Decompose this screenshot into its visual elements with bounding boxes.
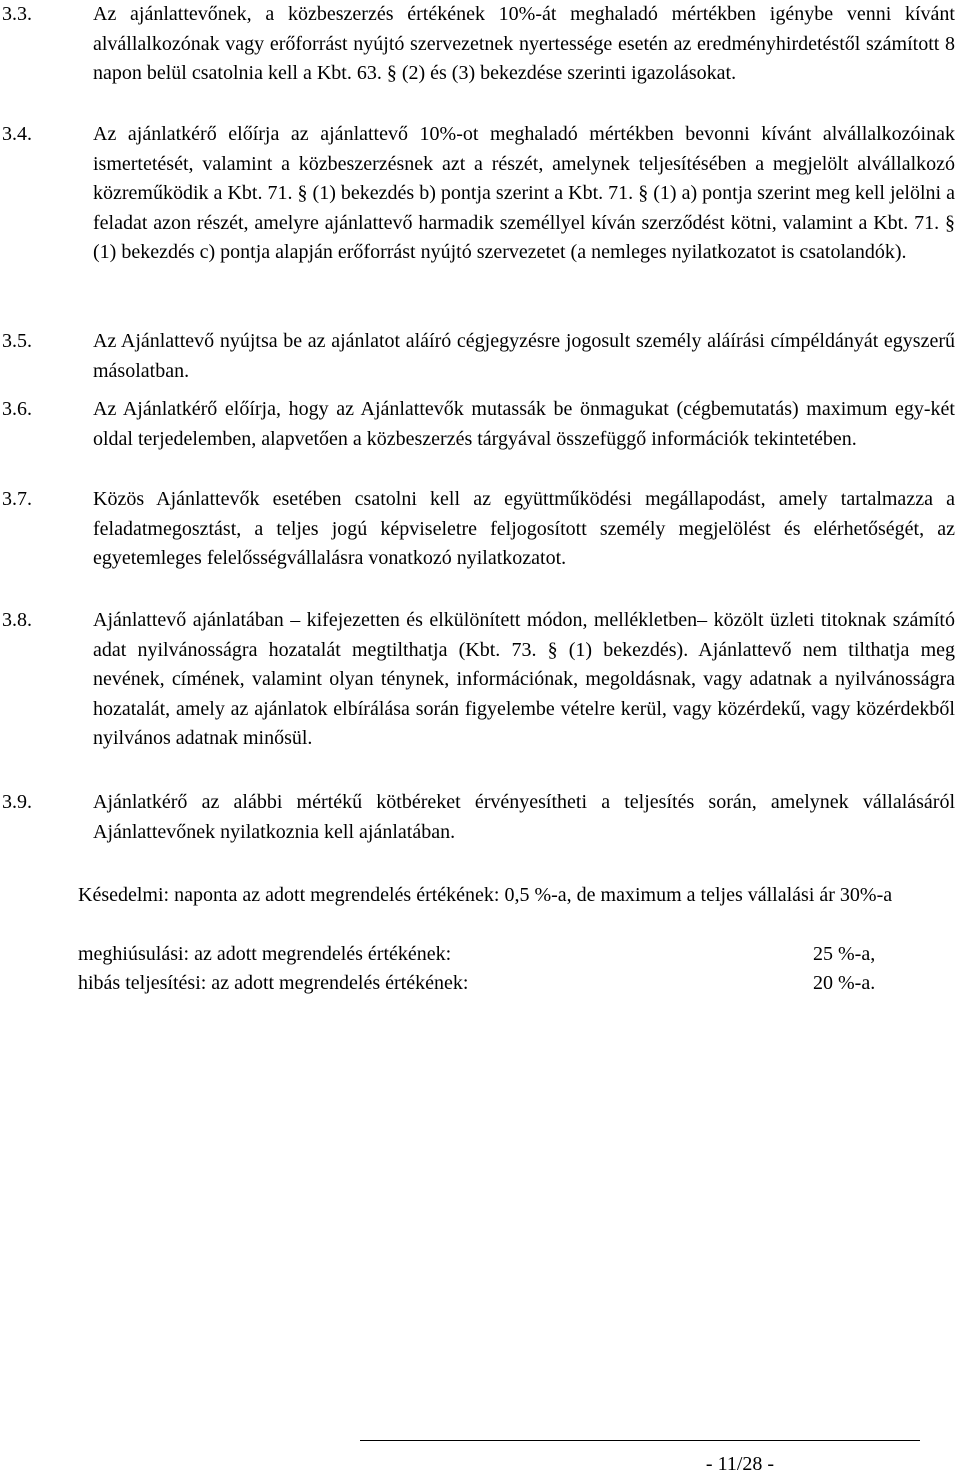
penalty-value: 25 %-a,	[813, 943, 876, 965]
section-number: 3.7.	[2, 488, 32, 510]
section-number: 3.3.	[2, 3, 32, 25]
page-number: - 11/28 -	[705, 1453, 775, 1475]
section-text: Ajánlattevő ajánlatában – kifejezetten és elkülönített módon, mellékletben– közölt üzleti titoknak számító adat nyilvánosságra hozatalát megtilthatja (Kbt. 73. § (1) bekezdés). Ajánlattevő nem tilthatja meg nevének, címének, valamint olyan ténynek, információnak, megoldásnak, vagy adatnak a nyilvánosságra hozatalát, amely az ajánlatok elbírálása során figyelembe vételre kerül, vagy közérdekű, vagy közérdekből nyilvános adatnak minősül.	[93, 609, 955, 749]
section-text: Közös Ajánlattevők esetében csatolni kell az együttműködési megállapodást, amely tartalmazza a feladatmegosztást, a teljes jogú képviseletre feljogosított személy megjelölést és elérhetőségét, az egyetemleges felelősségvállalásra vonatkozó nyilatkozatot.	[93, 488, 955, 569]
section-text: Az Ajánlatkérő előírja, hogy az Ajánlattevők mutassák be önmagukat (cégbemutatás) maximum egy-két oldal terjedelemben, alapvetően a közbeszerzés tárgyával összefüggő információk tekintetében.	[93, 398, 955, 450]
section-text: Ajánlatkérő az alábbi mértékű kötbéreket érvényesítheti a teljesítés során, amelynek vállalásáról Ajánlattevőnek nyilatkoznia kell ajánlatában.	[93, 791, 955, 843]
penalty-delay-text: Késedelmi: naponta az adott megrendelés értékének: 0,5 %-a, de maximum a teljes vállalási ár 30%-a	[78, 884, 893, 906]
penalty-label: meghiúsulási: az adott megrendelés értékének:	[78, 943, 452, 965]
section-number: 3.5.	[2, 330, 32, 352]
penalty-label: hibás teljesítési: az adott megrendelés értékének:	[78, 972, 469, 994]
section-number: 3.9.	[2, 791, 32, 813]
penalty-value: 20 %-a.	[813, 972, 876, 994]
section-text: Az ajánlattevőnek, a közbeszerzés értékének 10%-át meghaladó mértékben igénybe venni kívánt alvállalkozónak vagy erőforrást nyújtó szervezetnek nyertessége esetén az eredményhirdetéstől számított 8 napon belül csatolnia kell a Kbt. 63. § (2) és (3) bekezdése szerinti igazolásokat.	[93, 3, 955, 84]
section-text: Az Ajánlattevő nyújtsa be az ajánlatot aláíró cégjegyzésre jogosult személy aláírási címpéldányát egyszerű másolatban.	[93, 330, 955, 382]
section-number: 3.4.	[2, 123, 32, 145]
section-number: 3.8.	[2, 609, 32, 631]
section-number: 3.6.	[2, 398, 32, 420]
section-text: Az ajánlatkérő előírja az ajánlattevő 10%-ot meghaladó mértékben bevonni kívánt alvállalkozóinak ismertetését, valamint a közbeszerzésnek azt a részét, amelynek teljesítésében a megjelölt alvállalkozó közreműködik a Kbt. 71. § (1) bekezdés b) pontja szerint a Kbt. 71. § (1) a) pontja szerint meg kell jelölni a feladat azon részét, amelyre ajánlattevő harmadik személlyel kíván szerződést kötni, valamint a Kbt. 71. § (1) bekezdés c) pontja alapján erőforrást nyújtó szervezetet (a nemleges nyilatkozatot is csatolandók).	[93, 123, 955, 263]
footer-divider	[360, 1440, 920, 1441]
